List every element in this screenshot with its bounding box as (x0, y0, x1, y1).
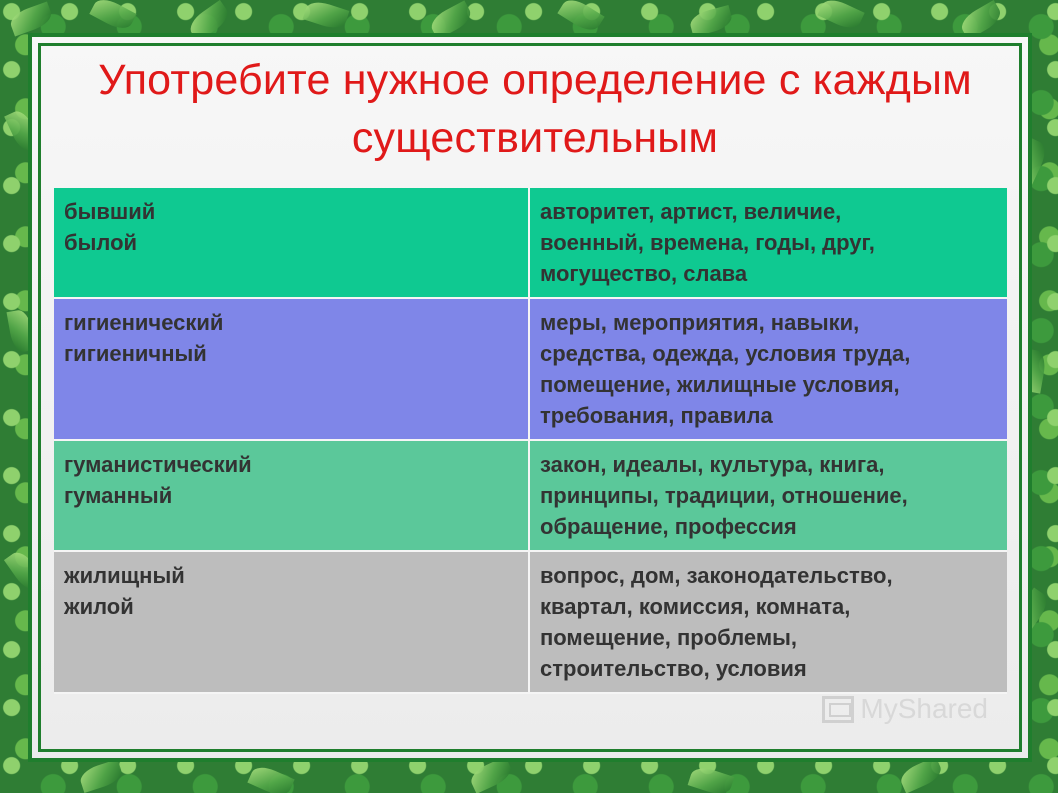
nouns-text: обращение, профессия (540, 514, 797, 539)
nouns-text: принципы, традиции, отношение, (540, 483, 908, 508)
adjective-text: гуманный (64, 483, 173, 508)
nouns-text: авторитет, артист, величие, (540, 199, 842, 224)
nouns-cell (529, 298, 1007, 440)
table-row (54, 551, 1007, 693)
leaf-decoration (247, 762, 294, 793)
adjective-text: бывший (64, 199, 156, 224)
nouns-text: средства, одежда, условия труда, (540, 341, 911, 366)
adjective-cell (54, 298, 529, 440)
adjective-cell (54, 551, 529, 693)
adjective-text: жилой (64, 594, 134, 619)
presentation-icon (822, 696, 854, 723)
nouns-text: помещение, проблемы, (540, 625, 798, 650)
nouns-cell (529, 551, 1007, 693)
nouns-cell (529, 440, 1007, 551)
table-row (54, 188, 1007, 298)
table-row (54, 440, 1007, 551)
leaf-decoration (78, 759, 125, 793)
nouns-text: закон, идеалы, культура, книга, (540, 452, 885, 477)
table-row (54, 298, 1007, 440)
adjective-text: былой (64, 230, 138, 255)
adjective-cell (54, 188, 529, 298)
leaf-decoration (303, 0, 350, 32)
leaf-decoration (817, 0, 864, 33)
nouns-text: могущество, слава (540, 261, 748, 286)
leaf-decoration (8, 1, 55, 36)
nouns-text: квартал, комиссия, комната, (540, 594, 851, 619)
adjective-text: гигиенический (64, 310, 224, 335)
adjective-text: гуманистический (64, 452, 252, 477)
nouns-text: вопрос, дом, законодательство, (540, 563, 893, 588)
leaf-decoration (89, 0, 136, 34)
watermark-text: MyShared (860, 693, 988, 724)
nouns-text: помещение, жилищные условия, (540, 372, 900, 397)
adjective-text: гигиеничный (64, 341, 207, 366)
nouns-text: требования, правила (540, 403, 773, 428)
adjective-text: жилищный (64, 563, 185, 588)
nouns-text: строительство, условия (540, 656, 807, 681)
leaf-decoration (557, 0, 604, 35)
myshared-watermark (822, 695, 988, 723)
word-pairs-table (54, 188, 1007, 694)
slide-title: Употребите нужное определение с каждым существительным (98, 56, 972, 162)
leaf-decoration (688, 764, 735, 793)
adjective-cell (54, 440, 529, 551)
nouns-text: военный, времена, годы, друг, (540, 230, 875, 255)
slide (28, 33, 1032, 762)
nouns-text: меры, мероприятия, навыки, (540, 310, 860, 335)
nouns-cell (529, 188, 1007, 298)
